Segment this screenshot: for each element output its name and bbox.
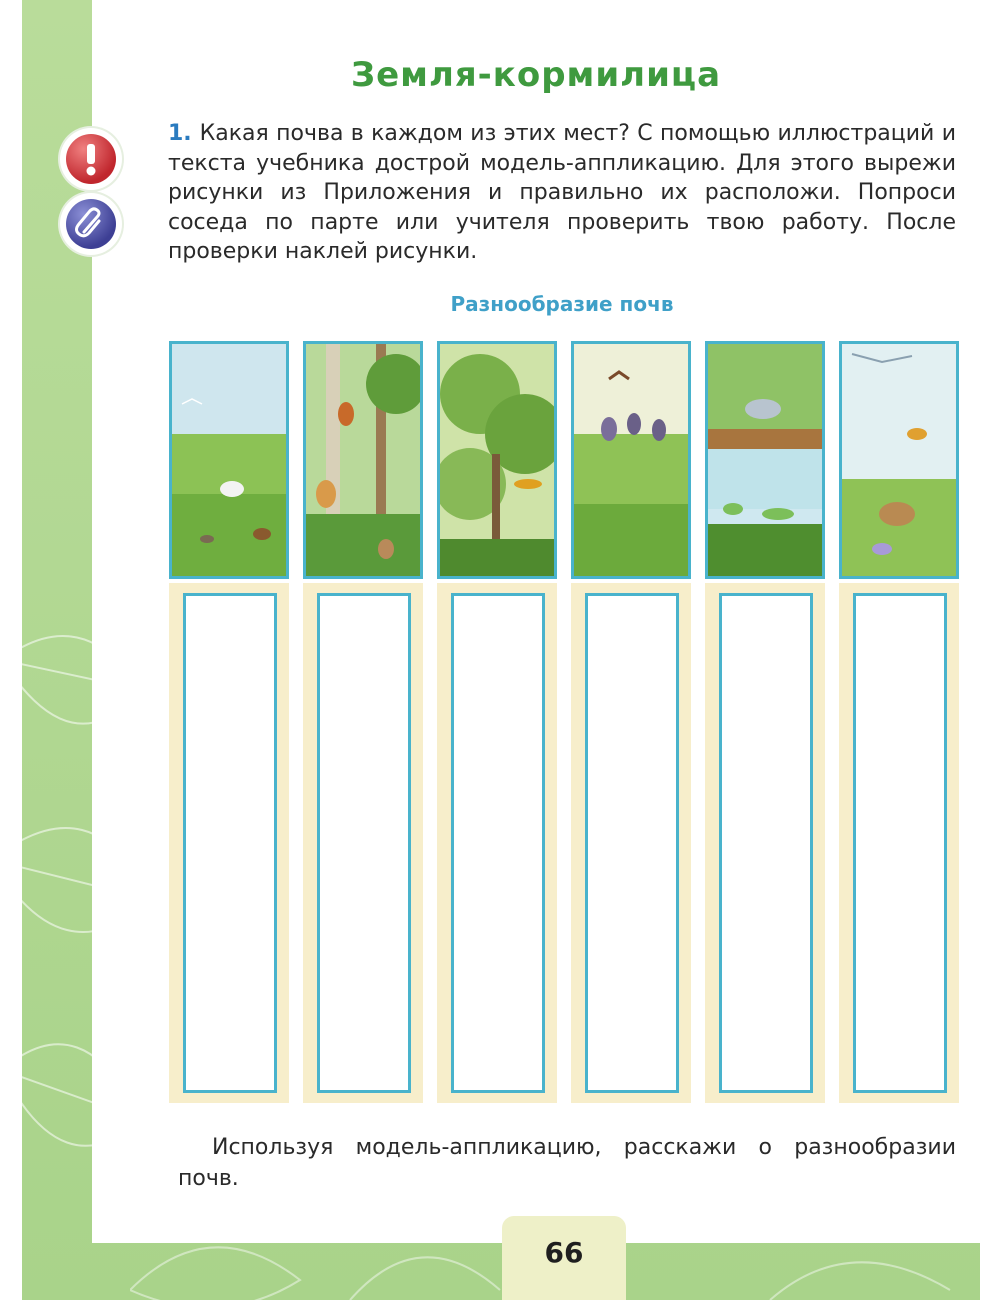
- illustration-open-field: [839, 341, 959, 579]
- answer-slot-1[interactable]: [183, 593, 277, 1093]
- illustration-mixed-forest: [303, 341, 423, 579]
- exclamation-icon: [66, 134, 116, 184]
- closing-instruction: Используя модель-аппликацию, расскажи о разнообразии почв.: [178, 1135, 956, 1191]
- answer-slot-4[interactable]: [585, 593, 679, 1093]
- paperclip-icon: [66, 199, 116, 249]
- task-text: [168, 119, 956, 267]
- illustration-deciduous-forest: [437, 341, 557, 579]
- task-number: 1.: [168, 121, 192, 146]
- task-body: Какая почва в каждом из этих мест? С помощью иллюстраций и текста учебника дострой модель-аппликацию. Для этого вырежи рисунки из Приложения и правильно их расположи. Попроси соседа по парте или учителя проверить твою работу. После проверки наклей рисунки.: [168, 121, 956, 264]
- page-number: 66: [544, 1236, 584, 1269]
- illustration-steppe: [169, 341, 289, 579]
- illustration-meadow: [571, 341, 691, 579]
- answer-slot-6[interactable]: [853, 593, 947, 1093]
- page-title: Земля-кормилица: [350, 55, 722, 95]
- section-subtitle: Разнообразие почв: [450, 292, 674, 316]
- paperclip-icon-badge: [60, 193, 122, 255]
- answer-slot-5[interactable]: [719, 593, 813, 1093]
- illustration-wetland: [705, 341, 825, 579]
- answer-slot-2[interactable]: [317, 593, 411, 1093]
- answer-slot-3[interactable]: [451, 593, 545, 1093]
- exclamation-icon-badge: [60, 128, 122, 190]
